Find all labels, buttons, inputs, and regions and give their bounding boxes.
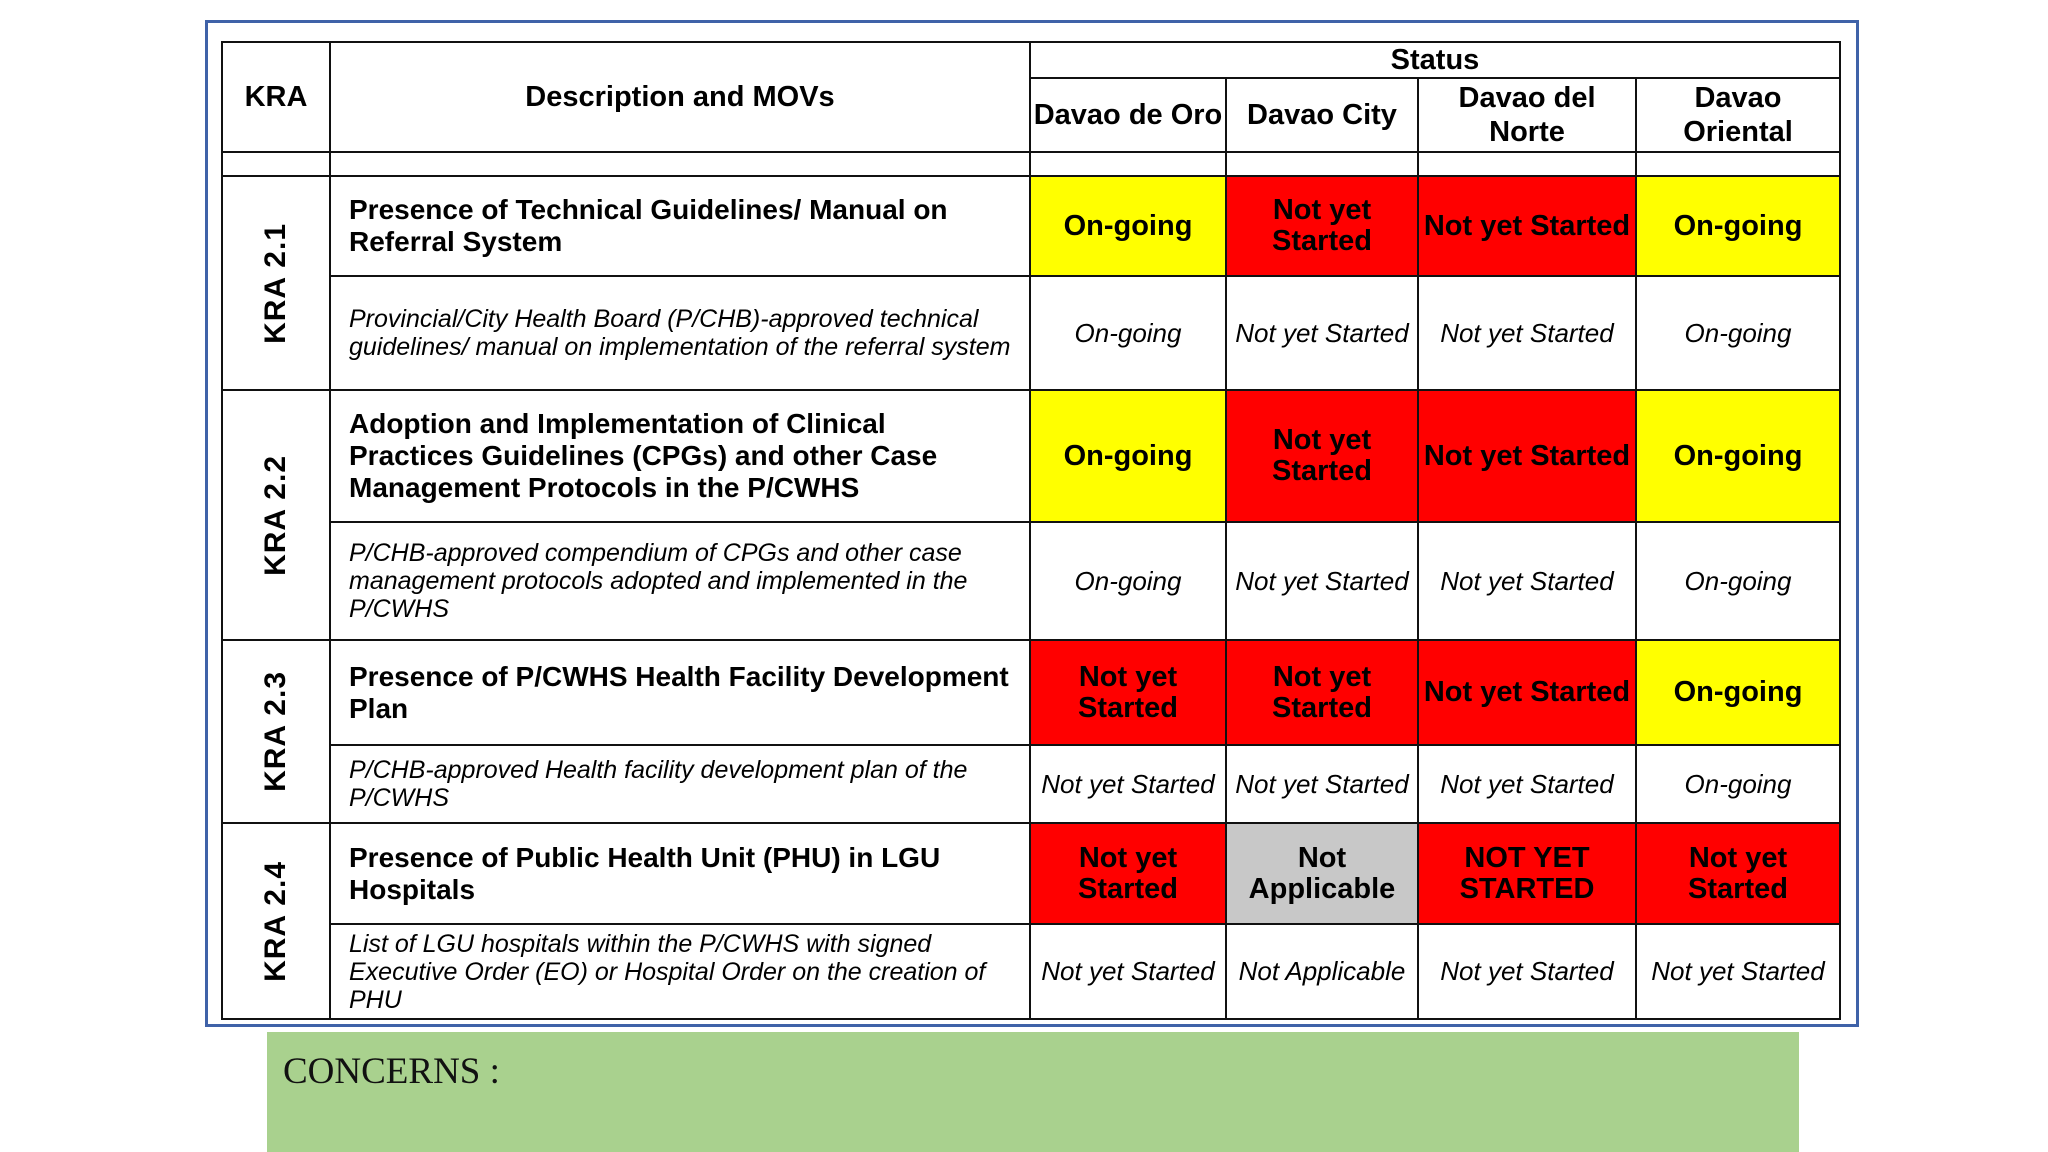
status-badge: On-going: [1637, 177, 1841, 277]
header-spacer: [1031, 153, 1227, 177]
mov-status: Not yet Started: [1227, 277, 1419, 391]
mov-status: Not yet Started: [1031, 925, 1227, 1020]
kra-title: Presence of Public Health Unit (PHU) in LGU Hospitals: [331, 824, 1031, 925]
status-badge: Not yet Started: [1227, 641, 1419, 746]
status-badge: Not yet Started: [1031, 824, 1227, 925]
kra-mov: List of LGU hospitals within the P/CWHS with signed Executive Order (EO) or Hospital Order on the creation of PHU: [331, 925, 1031, 1020]
kra-label: KRA 2.3: [259, 671, 292, 792]
status-badge: Not yet Started: [1227, 177, 1419, 277]
concerns-label: CONCERNS :: [283, 1051, 500, 1092]
header-location: Davao City: [1227, 79, 1419, 153]
concerns-panel: [267, 1032, 1799, 1152]
status-badge: Not yet Started: [1419, 641, 1637, 746]
kra-label: KRA 2.4: [259, 860, 292, 982]
header-status: Status: [1031, 41, 1841, 79]
header-spacer: [1227, 153, 1419, 177]
status-badge: On-going: [1031, 391, 1227, 523]
mov-status: Not yet Started: [1419, 746, 1637, 824]
status-badge: Not yet Started: [1227, 391, 1419, 523]
status-badge: Not yet Started: [1031, 641, 1227, 746]
kra-mov: P/CHB-approved compendium of CPGs and other case management protocols adopted and implemented in the P/CWHS: [331, 523, 1031, 641]
mov-status: Not yet Started: [1419, 523, 1637, 641]
kra-mov: Provincial/City Health Board (P/CHB)-approved technical guidelines/ manual on implementation of the referral system: [331, 277, 1031, 391]
header-spacer: [221, 153, 331, 177]
kra-label-cell: [221, 391, 331, 641]
header-kra: KRA: [221, 41, 331, 153]
mov-status: Not yet Started: [1227, 746, 1419, 824]
kra-mov: P/CHB-approved Health facility development plan of the P/CWHS: [331, 746, 1031, 824]
kra-title: Adoption and Implementation of Clinical Practices Guidelines (CPGs) and other Case Management Protocols in the P/CWHS: [331, 391, 1031, 523]
header-location: Davao del Norte: [1419, 79, 1637, 153]
status-badge: Not Applicable: [1227, 824, 1419, 925]
mov-status: Not yet Started: [1419, 277, 1637, 391]
kra-label-cell: [221, 824, 331, 1020]
status-badge: Not yet Started: [1419, 177, 1637, 277]
header-location: Davao de Oro: [1031, 79, 1227, 153]
mov-status: On-going: [1031, 277, 1227, 391]
mov-status: On-going: [1637, 746, 1841, 824]
status-badge: On-going: [1031, 177, 1227, 277]
mov-status: On-going: [1637, 277, 1841, 391]
status-badge: NOT YET STARTED: [1419, 824, 1637, 925]
kra-label-cell: [221, 177, 331, 391]
mov-status: On-going: [1637, 523, 1841, 641]
mov-status: Not Applicable: [1227, 925, 1419, 1020]
kra-label-cell: [221, 641, 331, 824]
header-location: Davao Oriental: [1637, 79, 1841, 153]
mov-status: Not yet Started: [1637, 925, 1841, 1020]
kra-title: Presence of P/CWHS Health Facility Development Plan: [331, 641, 1031, 746]
header-spacer: [1637, 153, 1841, 177]
header-description: Description and MOVs: [331, 41, 1031, 153]
mov-status: Not yet Started: [1031, 746, 1227, 824]
status-badge: On-going: [1637, 641, 1841, 746]
status-badge: On-going: [1637, 391, 1841, 523]
header-spacer: [331, 153, 1031, 177]
status-badge: Not yet Started: [1637, 824, 1841, 925]
mov-status: On-going: [1031, 523, 1227, 641]
header-spacer: [1419, 153, 1637, 177]
mov-status: Not yet Started: [1227, 523, 1419, 641]
kra-label: KRA 2.2: [259, 454, 292, 576]
kra-label: KRA 2.1: [259, 222, 292, 344]
status-table: [221, 41, 1841, 1021]
kra-title: Presence of Technical Guidelines/ Manual on Referral System: [331, 177, 1031, 277]
status-badge: Not yet Started: [1419, 391, 1637, 523]
mov-status: Not yet Started: [1419, 925, 1637, 1020]
